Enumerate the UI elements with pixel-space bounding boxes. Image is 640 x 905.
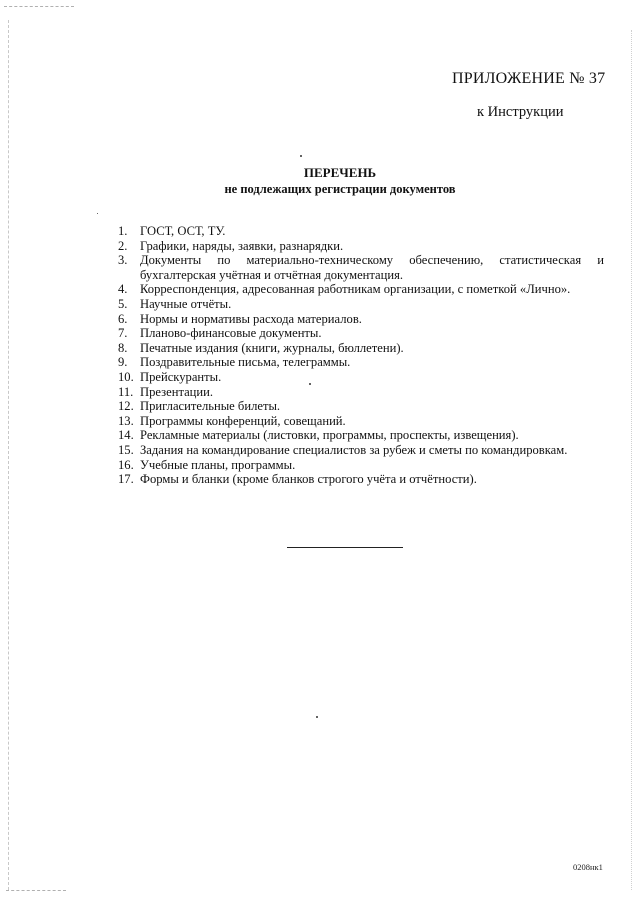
item-number: 3. xyxy=(118,253,128,268)
item-number: 12. xyxy=(118,399,134,414)
list-item xyxy=(118,472,604,487)
scan-artifact-bottom xyxy=(6,890,66,892)
item-text: Документы по материально-техническому обеспечению, статистическая и бухгалтерская учётная и отчётная документация. xyxy=(140,253,604,282)
item-text: Программы конференций, совещаний. xyxy=(140,413,346,428)
item-number: 9. xyxy=(118,355,128,370)
list-item xyxy=(118,224,604,239)
instruction-reference: к Инструкции xyxy=(477,104,564,120)
list-item xyxy=(118,341,604,356)
list-item xyxy=(118,253,604,282)
list-item xyxy=(118,239,604,254)
document-title xyxy=(200,165,480,197)
list-item xyxy=(118,370,604,385)
item-number: 8. xyxy=(118,340,128,355)
documents-list xyxy=(118,224,604,487)
scan-artifact-right-edge xyxy=(631,30,633,890)
item-text: Нормы и нормативы расхода материалов. xyxy=(140,311,362,326)
item-text: Поздравительные письма, телеграммы. xyxy=(140,355,351,370)
item-text: Рекламные материалы (листовки, программы, проспекты, извещения). xyxy=(140,428,519,443)
list-item xyxy=(118,443,604,458)
item-number: 7. xyxy=(118,326,128,341)
item-text: Учебные планы, программы. xyxy=(140,457,296,472)
item-text: Научные отчёты. xyxy=(140,296,232,311)
item-number: 4. xyxy=(118,282,128,297)
item-text: Корреспонденция, адресованная работникам организации, с пометкой «Лично». xyxy=(140,282,571,297)
list-item xyxy=(118,282,604,297)
footer-document-code: 0208нк1 xyxy=(573,862,603,872)
list-item xyxy=(118,326,604,341)
item-text: Планово-финансовые документы. xyxy=(140,326,322,341)
scan-speck xyxy=(300,155,302,157)
list-item xyxy=(118,458,604,473)
list-item xyxy=(118,399,604,414)
title-subtitle: не подлежащих регистрации документов xyxy=(224,182,456,196)
list-item xyxy=(118,414,604,429)
list-item xyxy=(118,297,604,312)
item-text: Задания на командирование специалистов за рубеж и сметы по командировкам. xyxy=(140,442,568,457)
item-number: 14. xyxy=(118,428,134,443)
item-text: Печатные издания (книги, журналы, бюллетени). xyxy=(140,340,404,355)
list-item xyxy=(118,312,604,327)
title-main: ПЕРЕЧЕНЬ xyxy=(303,165,377,180)
item-number: 16. xyxy=(118,457,134,472)
list-item xyxy=(118,355,604,370)
scan-artifact-left-edge xyxy=(8,20,10,890)
item-number: 11. xyxy=(118,384,134,399)
list-item xyxy=(118,428,604,443)
item-text: Презентации. xyxy=(140,384,214,399)
item-text: Формы и бланки (кроме бланков строгого учёта и отчётности). xyxy=(140,472,477,487)
item-number: 10. xyxy=(118,369,134,384)
end-of-list-rule xyxy=(287,547,403,548)
item-number: 5. xyxy=(118,296,128,311)
item-text: Прейскуранты. xyxy=(140,369,222,384)
item-text: Графики, наряды, заявки, разнарядки. xyxy=(140,238,344,253)
item-number: 1. xyxy=(118,224,128,238)
appendix-number: ПРИЛОЖЕНИЕ № 37 xyxy=(452,70,606,87)
item-number: 2. xyxy=(118,238,128,253)
scan-speck xyxy=(316,716,318,718)
item-text: ГОСТ, ОСТ, ТУ. xyxy=(140,224,226,238)
scan-artifact-top xyxy=(4,6,74,8)
item-number: 13. xyxy=(118,413,134,428)
item-text: Пригласительные билеты. xyxy=(140,399,281,414)
item-number: 15. xyxy=(118,442,134,457)
list-item xyxy=(118,385,604,400)
item-number: 6. xyxy=(118,311,128,326)
scan-speck xyxy=(97,213,98,214)
item-number: 17. xyxy=(118,472,134,487)
